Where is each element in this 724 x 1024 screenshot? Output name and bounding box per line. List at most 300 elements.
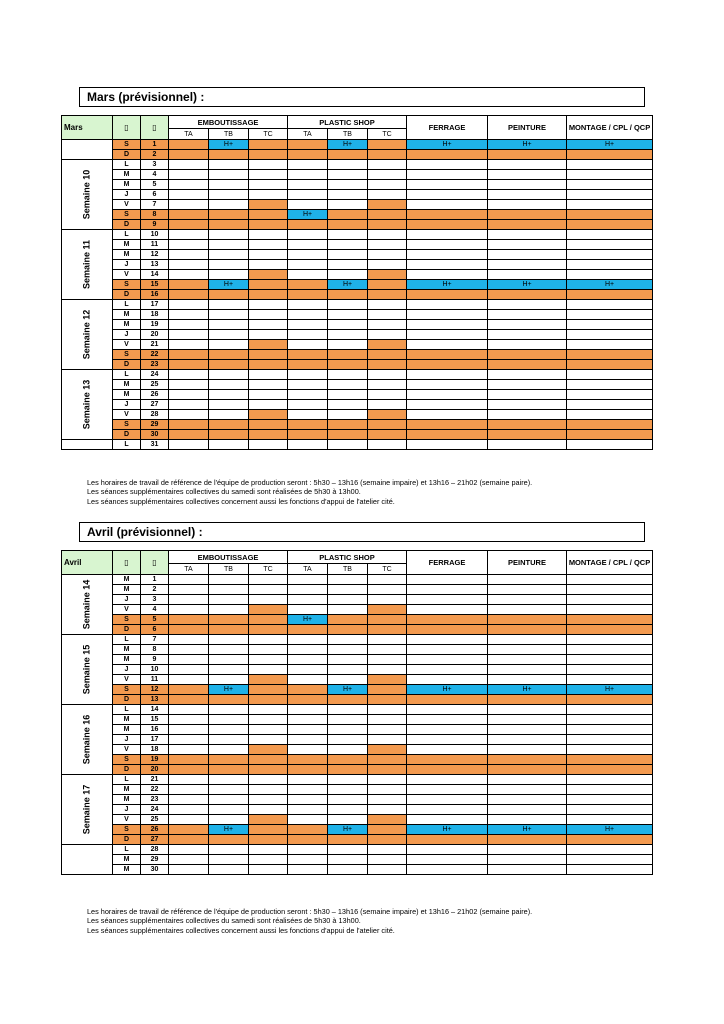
schedule-cell	[328, 745, 368, 755]
schedule-cell	[488, 755, 567, 765]
schedule-cell	[288, 430, 328, 440]
schedule-cell	[169, 200, 209, 210]
schedule-cell	[249, 300, 288, 310]
schedule-cell	[488, 330, 567, 340]
schedule-cell	[288, 575, 328, 585]
day-of-week: S	[113, 420, 141, 430]
schedule-cell	[288, 170, 328, 180]
schedule-cell	[368, 370, 407, 380]
schedule-cell	[488, 300, 567, 310]
schedule-cell	[288, 310, 328, 320]
schedule-cell	[169, 380, 209, 390]
day-number: 30	[141, 865, 169, 875]
schedule-cell	[249, 290, 288, 300]
schedule-cell	[209, 575, 249, 585]
schedule-cell	[488, 400, 567, 410]
day-row	[62, 400, 653, 410]
schedule-cell	[288, 785, 328, 795]
week-label-cell	[62, 300, 113, 370]
schedule-cell	[407, 350, 488, 360]
schedule-cell	[407, 695, 488, 705]
schedule-cell	[209, 625, 249, 635]
schedule-cell	[368, 270, 407, 280]
day-row	[62, 230, 653, 240]
schedule-cell	[567, 430, 653, 440]
schedule-cell	[169, 655, 209, 665]
schedule-cell	[328, 180, 368, 190]
schedule-cell	[488, 845, 567, 855]
schedule-cell	[209, 170, 249, 180]
schedule-cell	[169, 825, 209, 835]
day-row	[62, 785, 653, 795]
schedule-cell	[169, 280, 209, 290]
month-icon-1: ▯	[113, 116, 141, 140]
schedule-cell	[488, 230, 567, 240]
day-row	[62, 170, 653, 180]
week-label-cell	[62, 230, 113, 300]
week-label: Semaine 15	[81, 644, 92, 695]
schedule-cell	[407, 715, 488, 725]
day-row	[62, 260, 653, 270]
schedule-cell	[169, 665, 209, 675]
schedule-cell	[328, 805, 368, 815]
schedule-cell	[249, 615, 288, 625]
schedule-cell	[328, 765, 368, 775]
dept-header-ferrage: FERRAGE	[407, 116, 488, 140]
day-number: 4	[141, 605, 169, 615]
schedule-cell	[567, 300, 653, 310]
schedule-cell	[368, 625, 407, 635]
notes-mars	[87, 478, 532, 506]
schedule-cell	[368, 290, 407, 300]
schedule-cell	[488, 350, 567, 360]
day-row	[62, 210, 653, 220]
schedule-cell	[567, 400, 653, 410]
schedule-cell	[567, 755, 653, 765]
day-number: 13	[141, 695, 169, 705]
schedule-cell	[209, 665, 249, 675]
schedule-cell	[328, 575, 368, 585]
schedule-cell	[567, 785, 653, 795]
day-row	[62, 200, 653, 210]
schedule-cell	[368, 440, 407, 450]
schedule-cell	[567, 180, 653, 190]
schedule-cell	[407, 725, 488, 735]
schedule-cell	[407, 220, 488, 230]
schedule-cell	[209, 400, 249, 410]
schedule-cell	[567, 595, 653, 605]
month-label: Avril	[62, 551, 113, 575]
schedule-cell	[209, 635, 249, 645]
schedule-cell	[209, 420, 249, 430]
schedule-cell	[169, 675, 209, 685]
day-row	[62, 585, 653, 595]
schedule-cell	[567, 575, 653, 585]
schedule-cell	[567, 675, 653, 685]
schedule-cell	[328, 795, 368, 805]
shift-header: TC	[368, 564, 407, 575]
day-row	[62, 715, 653, 725]
schedule-cell	[288, 340, 328, 350]
schedule-cell	[407, 735, 488, 745]
schedule-cell	[169, 805, 209, 815]
day-row	[62, 665, 653, 675]
day-row	[62, 765, 653, 775]
schedule-cell	[488, 420, 567, 430]
day-number: 1	[141, 575, 169, 585]
schedule-cell	[249, 240, 288, 250]
day-of-week: L	[113, 845, 141, 855]
shift-header: TB	[209, 564, 249, 575]
schedule-cell	[288, 745, 328, 755]
day-number: 7	[141, 635, 169, 645]
note-line: Les séances supplémentaires collectives du samedi sont réalisées de 5h30 à 13h00.	[87, 916, 361, 926]
day-of-week: V	[113, 605, 141, 615]
schedule-cell	[169, 775, 209, 785]
schedule-cell	[169, 585, 209, 595]
schedule-cell	[368, 190, 407, 200]
day-row	[62, 645, 653, 655]
schedule-cell	[169, 290, 209, 300]
hplus-cell: H+	[407, 685, 488, 695]
day-number: 18	[141, 310, 169, 320]
schedule-cell	[488, 310, 567, 320]
schedule-cell	[368, 160, 407, 170]
schedule-cell	[169, 240, 209, 250]
day-row	[62, 340, 653, 350]
schedule-cell	[288, 725, 328, 735]
schedule-cell	[407, 745, 488, 755]
day-number: 10	[141, 230, 169, 240]
schedule-cell	[288, 260, 328, 270]
schedule-cell	[488, 190, 567, 200]
schedule-cell	[567, 370, 653, 380]
schedule-cell	[328, 430, 368, 440]
day-number: 6	[141, 625, 169, 635]
day-number: 29	[141, 420, 169, 430]
schedule-cell	[328, 290, 368, 300]
schedule-cell	[567, 270, 653, 280]
day-of-week: J	[113, 735, 141, 745]
schedule-cell	[249, 250, 288, 260]
schedule-cell	[169, 745, 209, 755]
day-of-week: M	[113, 785, 141, 795]
schedule-cell	[249, 585, 288, 595]
schedule-cell	[407, 190, 488, 200]
schedule-cell	[209, 270, 249, 280]
schedule-cell	[407, 845, 488, 855]
day-row	[62, 805, 653, 815]
hplus-cell: H+	[567, 280, 653, 290]
day-number: 21	[141, 775, 169, 785]
day-number: 18	[141, 745, 169, 755]
calendar-table-mars	[61, 115, 653, 450]
schedule-cell	[567, 625, 653, 635]
schedule-cell	[288, 180, 328, 190]
schedule-cell	[567, 250, 653, 260]
week-label: Semaine 13	[81, 379, 92, 430]
note-line: Les horaires de travail de référence de l'équipe de production seront : 5h30 – 13h16 (semaine impaire) et 13h16 – 21h02 (semaine paire).	[87, 907, 533, 916]
schedule-cell	[328, 310, 368, 320]
schedule-cell	[249, 695, 288, 705]
schedule-cell	[488, 410, 567, 420]
schedule-cell	[488, 695, 567, 705]
shift-header: TB	[328, 564, 368, 575]
day-of-week: S	[113, 280, 141, 290]
schedule-cell	[249, 845, 288, 855]
schedule-cell	[368, 655, 407, 665]
schedule-cell	[209, 260, 249, 270]
schedule-cell	[249, 765, 288, 775]
schedule-cell	[407, 865, 488, 875]
day-row	[62, 250, 653, 260]
schedule-cell	[567, 420, 653, 430]
day-of-week: M	[113, 390, 141, 400]
day-row	[62, 835, 653, 845]
schedule-cell	[288, 675, 328, 685]
day-number: 14	[141, 705, 169, 715]
schedule-cell	[368, 220, 407, 230]
schedule-cell	[567, 350, 653, 360]
schedule-cell	[288, 200, 328, 210]
schedule-cell	[407, 370, 488, 380]
schedule-cell	[488, 785, 567, 795]
schedule-cell	[288, 400, 328, 410]
week-label: Semaine 16	[81, 714, 92, 765]
day-of-week: J	[113, 665, 141, 675]
schedule-cell	[209, 725, 249, 735]
schedule-cell	[328, 210, 368, 220]
dept-header-montage: MONTAGE / CPL / QCP	[567, 116, 653, 140]
day-of-week: M	[113, 170, 141, 180]
shift-header: TA	[169, 129, 209, 140]
schedule-cell	[567, 230, 653, 240]
hplus-cell: H+	[488, 140, 567, 150]
schedule-cell	[209, 210, 249, 220]
schedule-cell	[249, 280, 288, 290]
schedule-cell	[169, 270, 209, 280]
schedule-cell	[488, 805, 567, 815]
schedule-cell	[209, 300, 249, 310]
schedule-cell	[249, 370, 288, 380]
day-number: 29	[141, 855, 169, 865]
schedule-cell	[209, 240, 249, 250]
shift-header: TA	[288, 564, 328, 575]
day-row	[62, 605, 653, 615]
schedule-cell	[288, 300, 328, 310]
schedule-cell	[209, 360, 249, 370]
schedule-cell	[488, 290, 567, 300]
schedule-cell	[169, 695, 209, 705]
schedule-cell	[288, 270, 328, 280]
schedule-cell	[209, 655, 249, 665]
hplus-cell: H+	[567, 140, 653, 150]
schedule-cell	[488, 360, 567, 370]
schedule-cell	[368, 240, 407, 250]
schedule-cell	[488, 430, 567, 440]
schedule-cell	[567, 805, 653, 815]
day-number: 25	[141, 380, 169, 390]
schedule-cell	[249, 795, 288, 805]
header-row-departments	[62, 551, 653, 564]
schedule-cell	[209, 595, 249, 605]
schedule-cell	[328, 735, 368, 745]
day-row	[62, 755, 653, 765]
schedule-cell	[567, 715, 653, 725]
week-label-cell	[62, 845, 113, 875]
dept-header-emboutissage: EMBOUTISSAGE	[169, 551, 288, 564]
day-number: 4	[141, 170, 169, 180]
schedule-cell	[209, 815, 249, 825]
schedule-cell	[567, 150, 653, 160]
schedule-cell	[209, 855, 249, 865]
schedule-cell	[249, 340, 288, 350]
day-of-week: V	[113, 270, 141, 280]
month-icon-1: ▯	[113, 551, 141, 575]
schedule-cell	[368, 420, 407, 430]
schedule-cell	[567, 330, 653, 340]
dept-header-ferrage: FERRAGE	[407, 551, 488, 575]
day-of-week: S	[113, 350, 141, 360]
schedule-cell	[328, 775, 368, 785]
schedule-cell	[209, 440, 249, 450]
schedule-cell	[249, 140, 288, 150]
schedule-cell	[368, 785, 407, 795]
day-number: 12	[141, 685, 169, 695]
day-number: 20	[141, 765, 169, 775]
day-of-week: M	[113, 645, 141, 655]
schedule-cell	[328, 230, 368, 240]
schedule-cell	[488, 705, 567, 715]
schedule-cell	[249, 430, 288, 440]
day-number: 3	[141, 595, 169, 605]
schedule-cell	[249, 595, 288, 605]
schedule-cell	[288, 655, 328, 665]
hplus-cell: H+	[288, 615, 328, 625]
schedule-cell	[368, 665, 407, 675]
schedule-cell	[328, 410, 368, 420]
day-number: 12	[141, 250, 169, 260]
schedule-cell	[169, 340, 209, 350]
schedule-cell	[328, 585, 368, 595]
schedule-cell	[567, 665, 653, 675]
schedule-cell	[488, 210, 567, 220]
schedule-cell	[328, 340, 368, 350]
schedule-cell	[368, 350, 407, 360]
schedule-cell	[368, 300, 407, 310]
day-of-week: D	[113, 220, 141, 230]
dept-header-peinture: PEINTURE	[488, 551, 567, 575]
schedule-cell	[249, 180, 288, 190]
schedule-cell	[209, 745, 249, 755]
schedule-cell	[209, 835, 249, 845]
schedule-cell	[368, 815, 407, 825]
day-row	[62, 595, 653, 605]
schedule-cell	[488, 260, 567, 270]
schedule-cell	[488, 855, 567, 865]
schedule-cell	[209, 845, 249, 855]
day-row	[62, 270, 653, 280]
schedule-cell	[407, 815, 488, 825]
schedule-cell	[249, 815, 288, 825]
day-number: 26	[141, 825, 169, 835]
day-of-week: V	[113, 410, 141, 420]
day-of-week: M	[113, 575, 141, 585]
day-number: 25	[141, 815, 169, 825]
schedule-cell	[209, 330, 249, 340]
day-number: 24	[141, 805, 169, 815]
schedule-cell	[249, 210, 288, 220]
schedule-cell	[328, 635, 368, 645]
schedule-cell	[328, 625, 368, 635]
schedule-cell	[328, 705, 368, 715]
schedule-cell	[288, 715, 328, 725]
schedule-cell	[368, 855, 407, 865]
day-number: 9	[141, 655, 169, 665]
schedule-cell	[169, 605, 209, 615]
schedule-cell	[209, 160, 249, 170]
schedule-cell	[288, 220, 328, 230]
day-row	[62, 625, 653, 635]
day-of-week: D	[113, 430, 141, 440]
day-number: 8	[141, 645, 169, 655]
schedule-cell	[328, 190, 368, 200]
day-row	[62, 655, 653, 665]
schedule-cell	[488, 150, 567, 160]
schedule-cell	[488, 390, 567, 400]
schedule-cell	[209, 805, 249, 815]
day-number: 17	[141, 300, 169, 310]
schedule-cell	[567, 310, 653, 320]
notes-avril	[87, 907, 532, 935]
schedule-cell	[249, 330, 288, 340]
day-number: 15	[141, 280, 169, 290]
schedule-cell	[169, 210, 209, 220]
hplus-cell: H+	[209, 280, 249, 290]
schedule-cell	[209, 200, 249, 210]
schedule-cell	[169, 350, 209, 360]
schedule-cell	[288, 735, 328, 745]
schedule-cell	[368, 775, 407, 785]
schedule-cell	[368, 835, 407, 845]
day-number: 9	[141, 220, 169, 230]
week-label-cell	[62, 140, 113, 160]
day-row	[62, 280, 653, 290]
week-label: Semaine 14	[81, 579, 92, 630]
week-label: Semaine 17	[81, 784, 92, 835]
schedule-cell	[328, 260, 368, 270]
schedule-cell	[407, 150, 488, 160]
schedule-cell	[368, 705, 407, 715]
schedule-cell	[328, 440, 368, 450]
day-number: 27	[141, 835, 169, 845]
schedule-cell	[488, 200, 567, 210]
day-number: 8	[141, 210, 169, 220]
day-row	[62, 855, 653, 865]
day-of-week: D	[113, 150, 141, 160]
schedule-cell	[288, 320, 328, 330]
schedule-cell	[488, 815, 567, 825]
schedule-cell	[567, 160, 653, 170]
month-icon-2: ▯	[141, 551, 169, 575]
schedule-cell	[407, 765, 488, 775]
schedule-cell	[567, 845, 653, 855]
schedule-cell	[567, 200, 653, 210]
day-number: 15	[141, 715, 169, 725]
schedule-cell	[368, 675, 407, 685]
day-row	[62, 695, 653, 705]
schedule-cell	[288, 795, 328, 805]
